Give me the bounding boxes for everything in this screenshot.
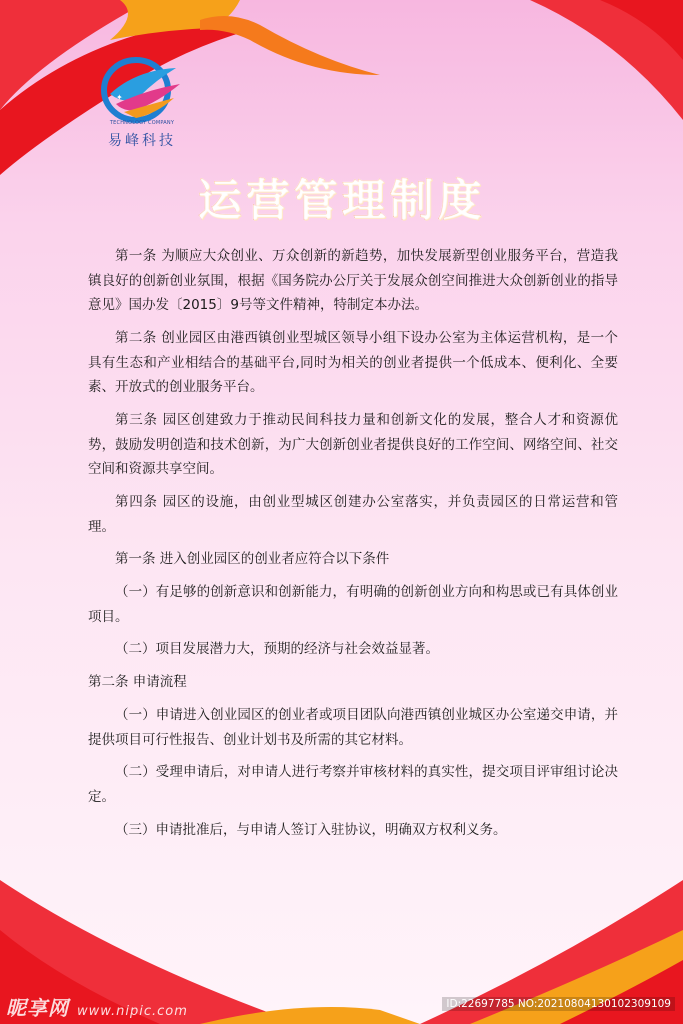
watermark-brand: 昵享网 — [6, 996, 69, 1020]
paragraph-entry-conditions: 第一条 进入创业园区的创业者应符合以下条件 — [115, 551, 390, 568]
paragraph-article-1: 第一条 为顺应大众创业、万众创新的新趋势，加快发展新型创业服务平台，营造我镇良好的创新创业氛围，根据《国务院办公厅关于发展众创空间推进大众创新创业的指导意见》国办发〔2015〕9号等文件精神，特制定本办法。 — [88, 248, 618, 314]
svg-text:✦: ✦ — [116, 93, 123, 102]
logo-english-text: TECHNOLOGY COMPANY — [109, 120, 175, 126]
paragraph-condition-1: （一）有足够的创新意识和创新能力，有明确的创新创业方向和构思或已有具体创业项目。 — [88, 584, 618, 625]
regulation-content — [88, 244, 618, 851]
paragraph-process-3: （三）申请批准后，与申请人签订入驻协议，明确双方权利义务。 — [115, 821, 507, 838]
page-title-text: 运营管理制度 — [197, 175, 486, 226]
page-title — [0, 164, 683, 228]
image-id-footer: ID:22697785 NO:20210804130102309109 — [442, 997, 675, 1011]
paragraph-article-2: 第二条 创业园区由港西镇创业型城区领导小组下设办公室为主体运营机构，是一个具有生态和产业相结合的基础平台,同时为相关的创业者提供一个低成本、便利化、全要素、开放式的创业服务平台。 — [88, 329, 618, 396]
logo-company-name: 易峰科技 — [108, 133, 176, 149]
watermark — [6, 992, 188, 1021]
paragraph-article-3: 第三条 园区创建致力于推动民间科技力量和创新文化的发展，整合人才和资源优势，鼓励发明创造和技术创新，为广大创新创业者提供良好的工作空间、网络空间、社交空间和资源共享空间。 — [88, 411, 618, 478]
paragraph-process-1: （一）申请进入创业园区的创业者或项目团队向港西镇创业城区办公室递交申请，并提供项目可行性报告、创业计划书及所需的其它材料。 — [88, 707, 618, 748]
watermark-site: www.nipic.com — [76, 1004, 188, 1019]
paragraph-application-process: 第二条 申请流程 — [88, 674, 187, 691]
paragraph-condition-2: （二）项目发展潜力大，预期的经济与社会效益显著。 — [115, 641, 439, 658]
paragraph-article-4: 第四条 园区的设施，由创业型城区创建办公室落实，并负责园区的日常运营和管理。 — [88, 493, 618, 535]
ribbon-top-orange-2 — [200, 16, 380, 75]
paragraph-process-2: （二）受理申请后，对申请人进行考察并审核材料的真实性，提交项目评审组讨论决定。 — [88, 764, 618, 805]
